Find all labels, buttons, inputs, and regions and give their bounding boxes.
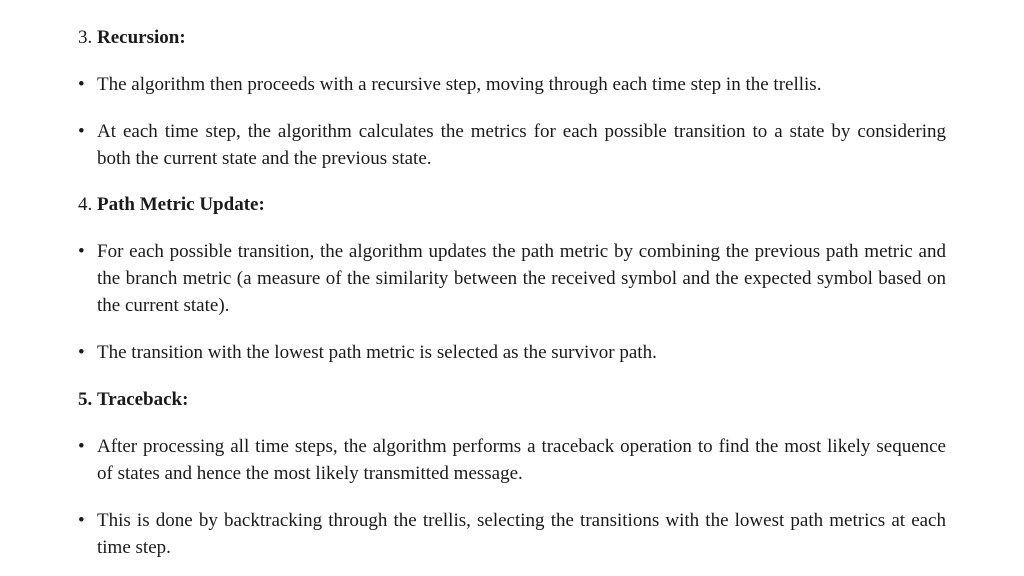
bullet-glyph: • — [78, 342, 85, 363]
section-number: 3. — [78, 27, 93, 48]
bullet-glyph: • — [78, 241, 85, 262]
bullet-item — [78, 507, 946, 561]
section-number: 4. — [78, 194, 93, 215]
bullet-text: The transition with the lowest path metric is selected as the survivor path. — [97, 342, 657, 363]
section-number: 5. — [78, 389, 93, 410]
bullet-text: The algorithm then proceeds with a recursive step, moving through each time step in the trellis. — [97, 74, 822, 95]
section-title: Traceback: — [97, 389, 189, 410]
bullet-glyph: • — [78, 436, 85, 457]
bullet-glyph: • — [78, 74, 85, 95]
section-title: Path Metric Update: — [97, 194, 265, 215]
bullet-text: After processing all time steps, the algorithm performs a traceback operation to find the most likely sequence of states and hence the most likely transmitted message. — [97, 436, 946, 484]
bullet-glyph: • — [78, 510, 85, 531]
section-heading-traceback — [78, 386, 188, 413]
bullet-item — [78, 118, 946, 172]
bullet-item — [78, 238, 946, 319]
bullet-item — [78, 433, 946, 487]
bullet-glyph: • — [78, 121, 85, 142]
bullet-item — [78, 71, 946, 98]
bullet-text: For each possible transition, the algorithm updates the path metric by combining the previous path metric and the branch metric (a measure of the similarity between the received symbol and the expected symbol based on the current state). — [97, 241, 946, 316]
bullet-item — [78, 339, 946, 366]
bullet-text: This is done by backtracking through the trellis, selecting the transitions with the lowest path metrics at each time step. — [97, 510, 946, 558]
section-title: Recursion: — [97, 27, 186, 48]
section-heading-recursion — [78, 24, 186, 51]
bullet-text: At each time step, the algorithm calculates the metrics for each possible transition to a state by considering both the current state and the previous state. — [97, 121, 946, 169]
section-heading-path-metric-update — [78, 191, 265, 218]
